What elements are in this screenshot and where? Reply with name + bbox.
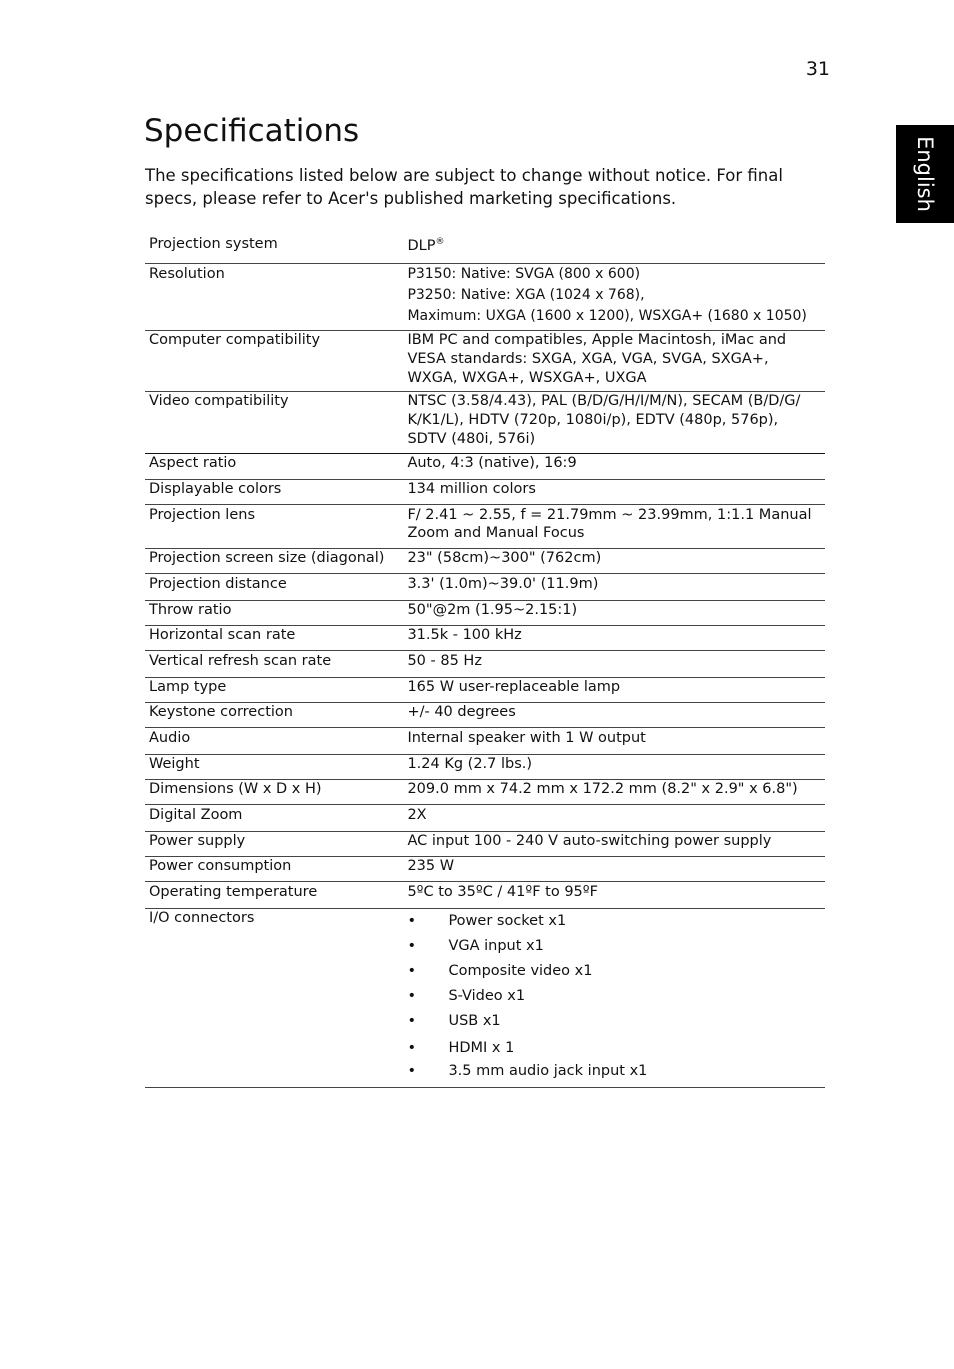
table-row: [145, 505, 825, 549]
spec-value: 31.5k - 100 kHz: [403, 626, 825, 651]
spec-label: Projection lens: [145, 505, 403, 549]
spec-value: 50 - 85 Hz: [403, 651, 825, 678]
spec-value-line: Maximum: UXGA (1600 x 1200), WSXGA+ (1680 x 1050): [407, 308, 807, 324]
spec-value: [403, 264, 825, 331]
list-item: • S-Video x1: [407, 984, 821, 1009]
spec-value-line: P3250: Native: XGA (1024 x 768),: [407, 287, 645, 303]
spec-label: Throw ratio: [145, 601, 403, 626]
table-row: [145, 331, 825, 392]
spec-label: Displayable colors: [145, 480, 403, 505]
spec-label: Dimensions (W x D x H): [145, 780, 403, 805]
spec-value-line: P3150: Native: SVGA (800 x 600): [407, 266, 641, 282]
spec-value-line: F/ 2.41 ~ 2.55, f = 21.79mm ~ 23.99mm, 1:1.1 Manual: [407, 507, 812, 523]
spec-value-line: SDTV (480i, 576i): [407, 431, 536, 447]
spec-label: I/O connectors: [145, 909, 403, 1088]
spec-value: Auto, 4:3 (native), 16:9: [403, 454, 825, 480]
list-item: • USB x1: [407, 1009, 821, 1034]
spec-value: 2X: [403, 805, 825, 832]
spec-value: 209.0 mm x 74.2 mm x 172.2 mm (8.2" x 2.9" x 6.8"): [403, 780, 825, 805]
list-item: • Power socket x1: [407, 909, 821, 934]
table-row: [145, 233, 825, 264]
spec-label: Lamp type: [145, 678, 403, 703]
table-row: [145, 909, 825, 1088]
spec-label: Computer compatibility: [145, 331, 403, 392]
spec-value: 165 W user-replaceable lamp: [403, 678, 825, 703]
spec-value: 235 W: [403, 857, 825, 882]
table-row: [145, 626, 825, 651]
spec-label: Audio: [145, 728, 403, 755]
spec-value-line: IBM PC and compatibles, Apple Macintosh, iMac and: [407, 332, 787, 348]
spec-value: [403, 909, 825, 1088]
spec-label: Horizontal scan rate: [145, 626, 403, 651]
language-tab: [896, 125, 954, 223]
spec-value: Internal speaker with 1 W output: [403, 728, 825, 755]
table-row: [145, 678, 825, 703]
table-row: [145, 703, 825, 728]
list-item: • VGA input x1: [407, 934, 821, 959]
table-row: [145, 651, 825, 678]
page-number: 31: [805, 58, 830, 80]
table-row: [145, 755, 825, 780]
spec-value: AC input 100 - 240 V auto-switching power supply: [403, 832, 825, 857]
intro-paragraph: The specifications listed below are subject to change without notice. For final specs, please refer to Acer's published marketing specifications.: [145, 166, 783, 208]
page-title: Specifications: [144, 113, 360, 149]
spec-value: 5ºC to 35ºC / 41ºF to 95ºF: [403, 882, 825, 909]
table-row: [145, 549, 825, 574]
spec-label: Weight: [145, 755, 403, 780]
spec-value-line: Zoom and Manual Focus: [407, 525, 585, 541]
spec-value: [403, 233, 825, 264]
spec-value-line: WXGA, WXGA+, WSXGA+, UXGA: [407, 370, 647, 386]
registered-mark: ®: [435, 237, 445, 248]
table-row: [145, 454, 825, 480]
spec-label: Video compatibility: [145, 392, 403, 454]
spec-value: [403, 505, 825, 549]
spec-value-line: VESA standards: SXGA, XGA, VGA, SVGA, SXGA+,: [407, 351, 769, 367]
list-item: • 3.5 mm audio jack input x1: [407, 1060, 821, 1083]
spec-label: Power consumption: [145, 857, 403, 882]
spec-value: 134 million colors: [403, 480, 825, 505]
table-row: [145, 832, 825, 857]
table-row: [145, 264, 825, 331]
spec-value-line: K/K1/L), HDTV (720p, 1080i/p), EDTV (480p, 576p),: [407, 412, 779, 428]
spec-value: [403, 392, 825, 454]
table-row: [145, 728, 825, 755]
table-row: [145, 392, 825, 454]
spec-value: 23" (58cm)~300" (762cm): [403, 549, 825, 574]
list-item: • Composite video x1: [407, 959, 821, 984]
spec-value: [403, 331, 825, 392]
spec-label: Projection system: [145, 233, 403, 264]
spec-value-line: NTSC (3.58/4.43), PAL (B/D/G/H/I/M/N), SECAM (B/D/G/: [407, 393, 801, 409]
spec-value: 1.24 Kg (2.7 lbs.): [403, 755, 825, 780]
table-row: [145, 857, 825, 882]
spec-label: Keystone correction: [145, 703, 403, 728]
table-row: [145, 805, 825, 832]
table-row: [145, 601, 825, 626]
table-row: [145, 574, 825, 601]
table-row: [145, 780, 825, 805]
spec-value: +/- 40 degrees: [403, 703, 825, 728]
io-connector-list: [407, 909, 821, 1083]
spec-label: Projection distance: [145, 574, 403, 601]
spec-label: Operating temperature: [145, 882, 403, 909]
spec-label: Projection screen size (diagonal): [145, 549, 403, 574]
table-row: [145, 882, 825, 909]
spec-label: Aspect ratio: [145, 454, 403, 480]
spec-label: Vertical refresh scan rate: [145, 651, 403, 678]
spec-value-text: DLP: [407, 238, 436, 254]
spec-label: Power supply: [145, 832, 403, 857]
spec-value: 3.3' (1.0m)~39.0' (11.9m): [403, 574, 825, 601]
language-tab-label: English: [913, 136, 937, 212]
spec-label: Resolution: [145, 264, 403, 331]
table-row: [145, 480, 825, 505]
list-item: • HDMI x 1: [407, 1037, 821, 1060]
spec-value: 50"@2m (1.95~2.15:1): [403, 601, 825, 626]
spec-label: Digital Zoom: [145, 805, 403, 832]
specifications-table: [145, 233, 825, 1088]
